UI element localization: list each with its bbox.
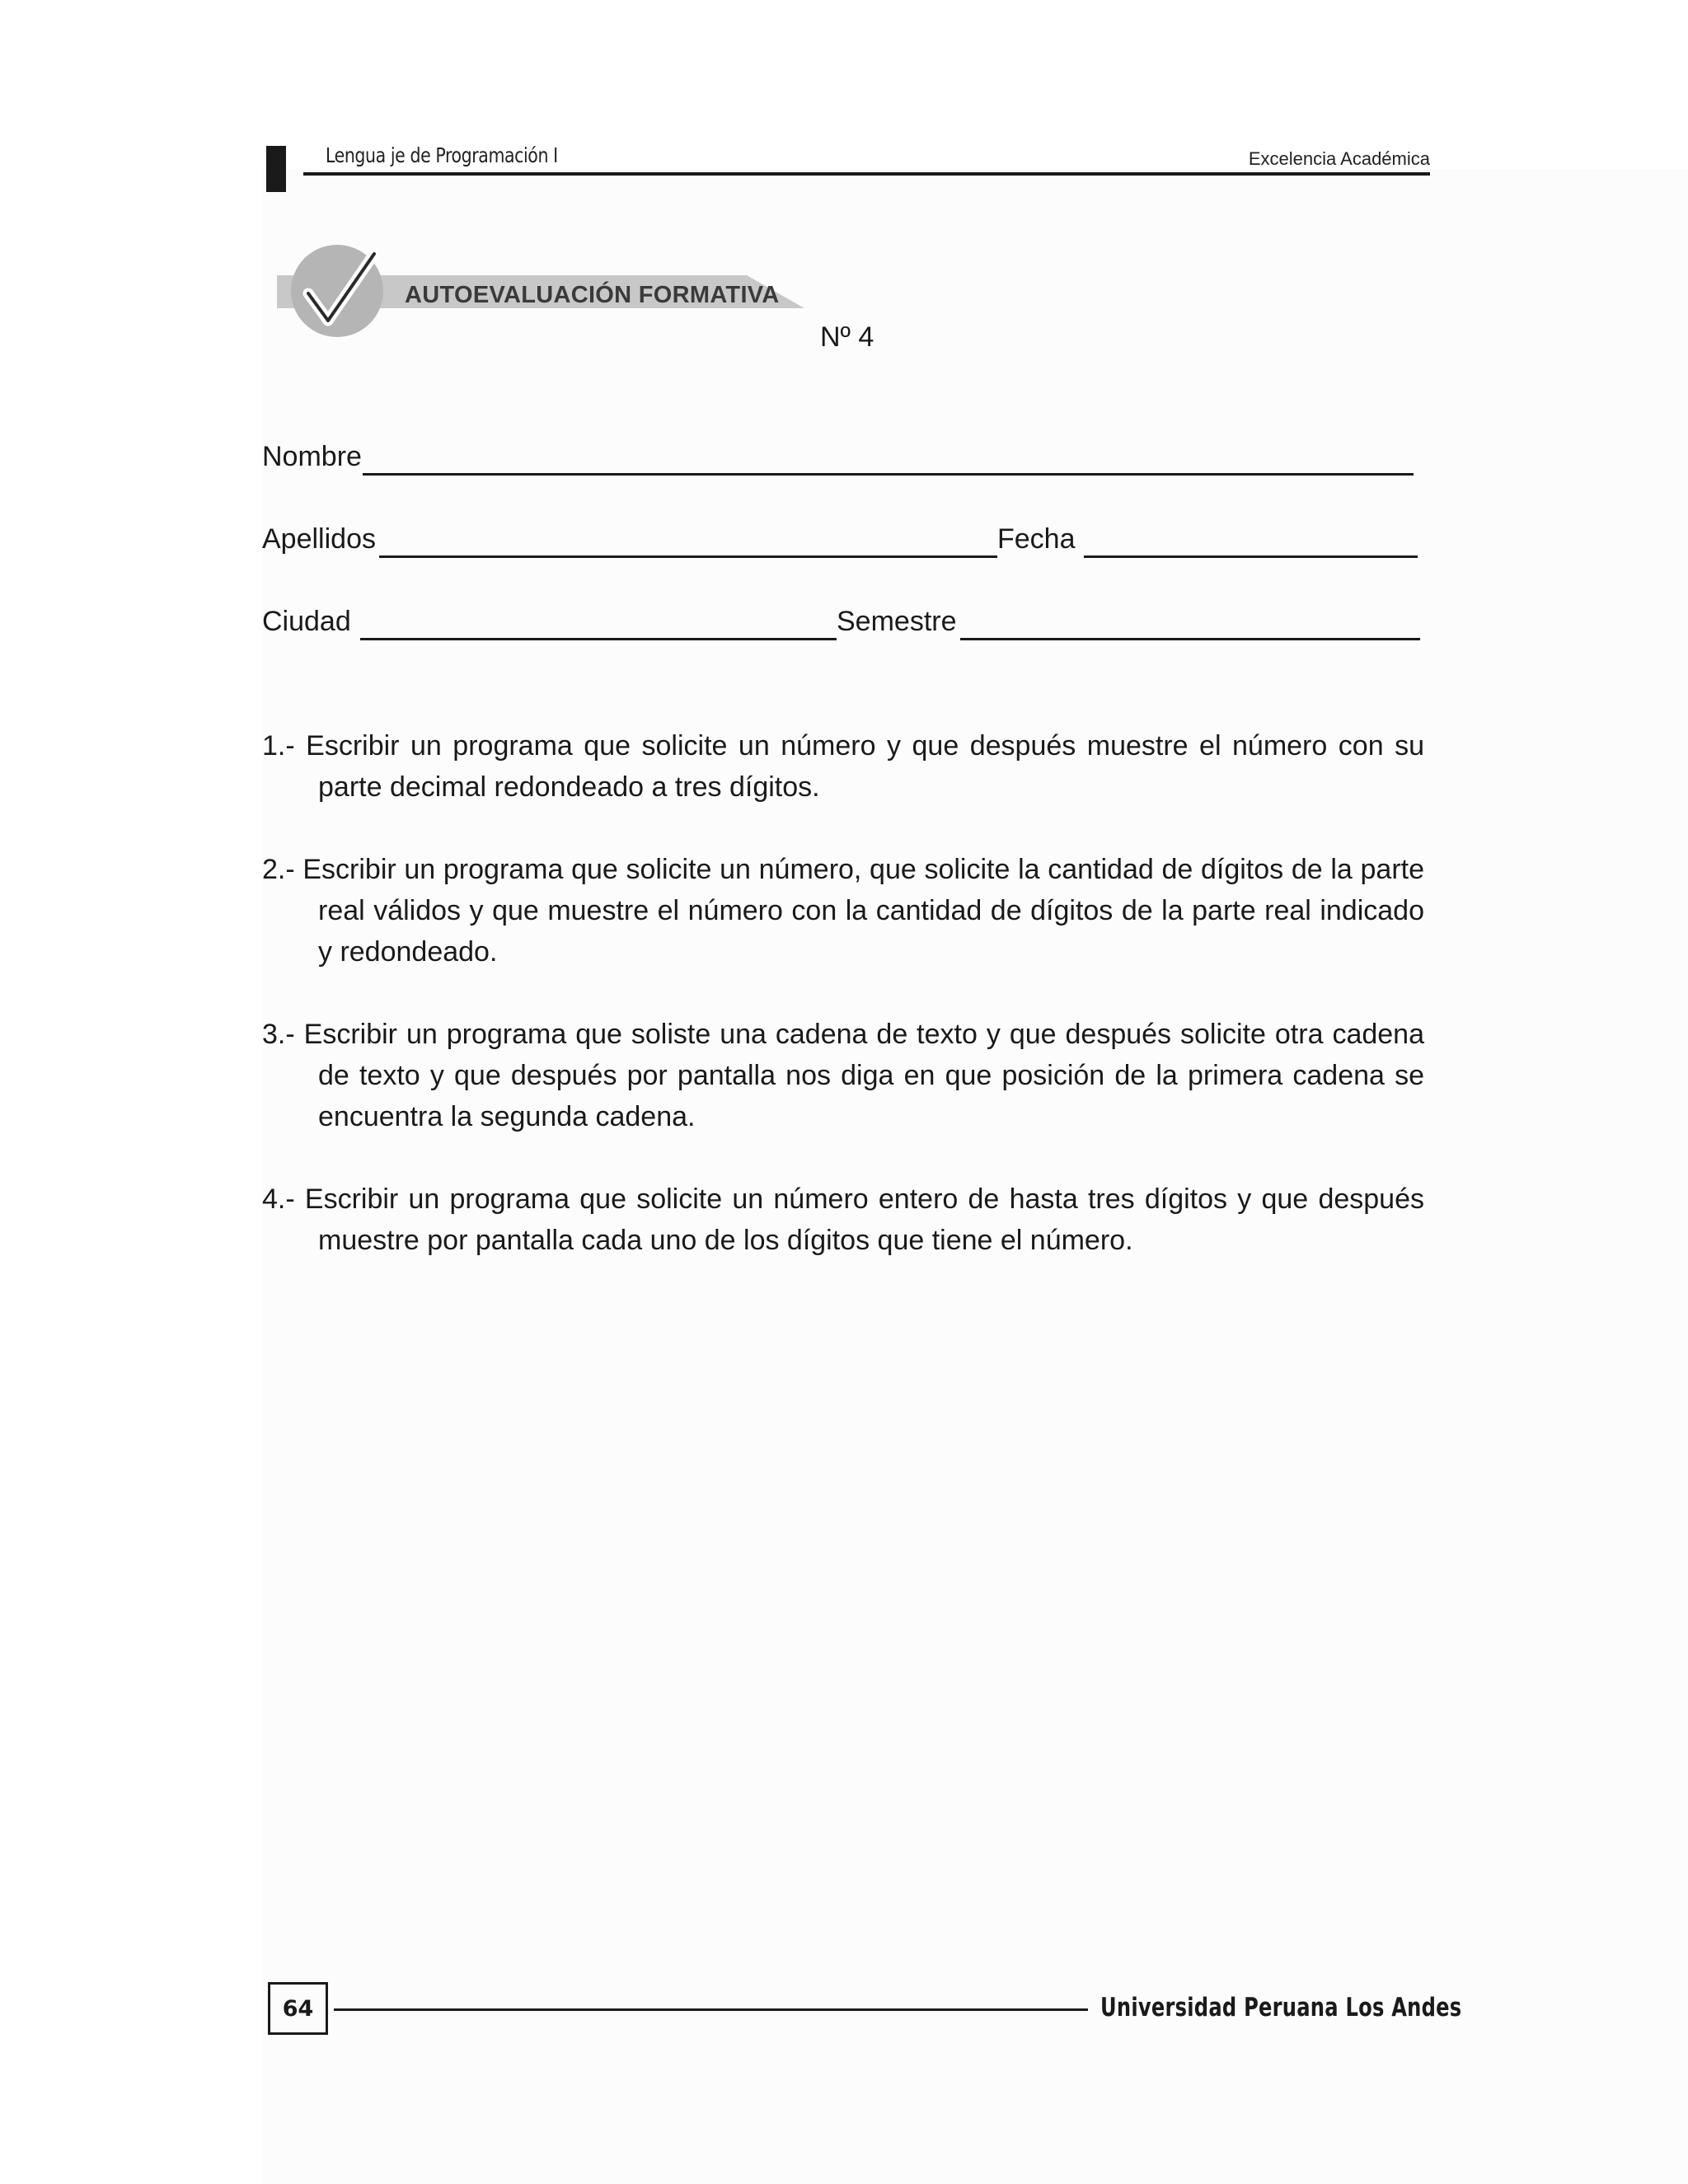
question-item: 2.- Escribir un programa que solicite un número, que solicite la cantidad de dígitos de la parte real válidos y que muestre el número con la cantidad de dígitos de la parte real indicado y redondeado.	[262, 854, 1424, 968]
header-tagline: Excelencia Académica	[1248, 148, 1430, 169]
question-item: 4.- Escribir un programa que solicite un número entero de hasta tres dígitos y que después muestre por pantalla cada uno de los dígitos que tiene el número.	[262, 1183, 1424, 1256]
ciudad-field[interactable]	[360, 638, 837, 640]
nombre-field[interactable]	[363, 473, 1414, 476]
semestre-label: Semestre	[837, 606, 957, 637]
header-rule	[303, 172, 1430, 176]
nombre-label: Nombre	[262, 441, 362, 472]
page-number: 64	[268, 1982, 328, 2035]
self-assessment-banner	[277, 244, 809, 339]
course-title: Lengua je de Programación I	[326, 143, 558, 167]
question-list	[262, 725, 1424, 1302]
semestre-field[interactable]	[960, 638, 1420, 640]
evaluation-number: Nº 4	[820, 321, 874, 353]
fecha-label: Fecha	[997, 523, 1076, 555]
footer-rule	[334, 2008, 1088, 2011]
university-name: Universidad Peruana Los Andes	[1100, 1993, 1462, 2022]
question-item: 3.- Escribir un programa que soliste una cadena de texto y que después solicite otra cadena de texto y que después por pantalla nos diga en que posición de la primera cadena se encuentra la segunda cadena.	[262, 1019, 1424, 1132]
header-marker	[266, 146, 286, 192]
apellidos-field[interactable]	[379, 555, 997, 558]
question-item: 1.- Escribir un programa que solicite un número y que después muestre el número con su parte decimal redondeado a tres dígitos.	[262, 730, 1424, 803]
apellidos-label: Apellidos	[262, 523, 376, 555]
ciudad-label: Ciudad	[262, 606, 351, 637]
fecha-field[interactable]	[1084, 555, 1418, 558]
banner-label: AUTOEVALUACIÓN FORMATIVA	[405, 282, 780, 308]
